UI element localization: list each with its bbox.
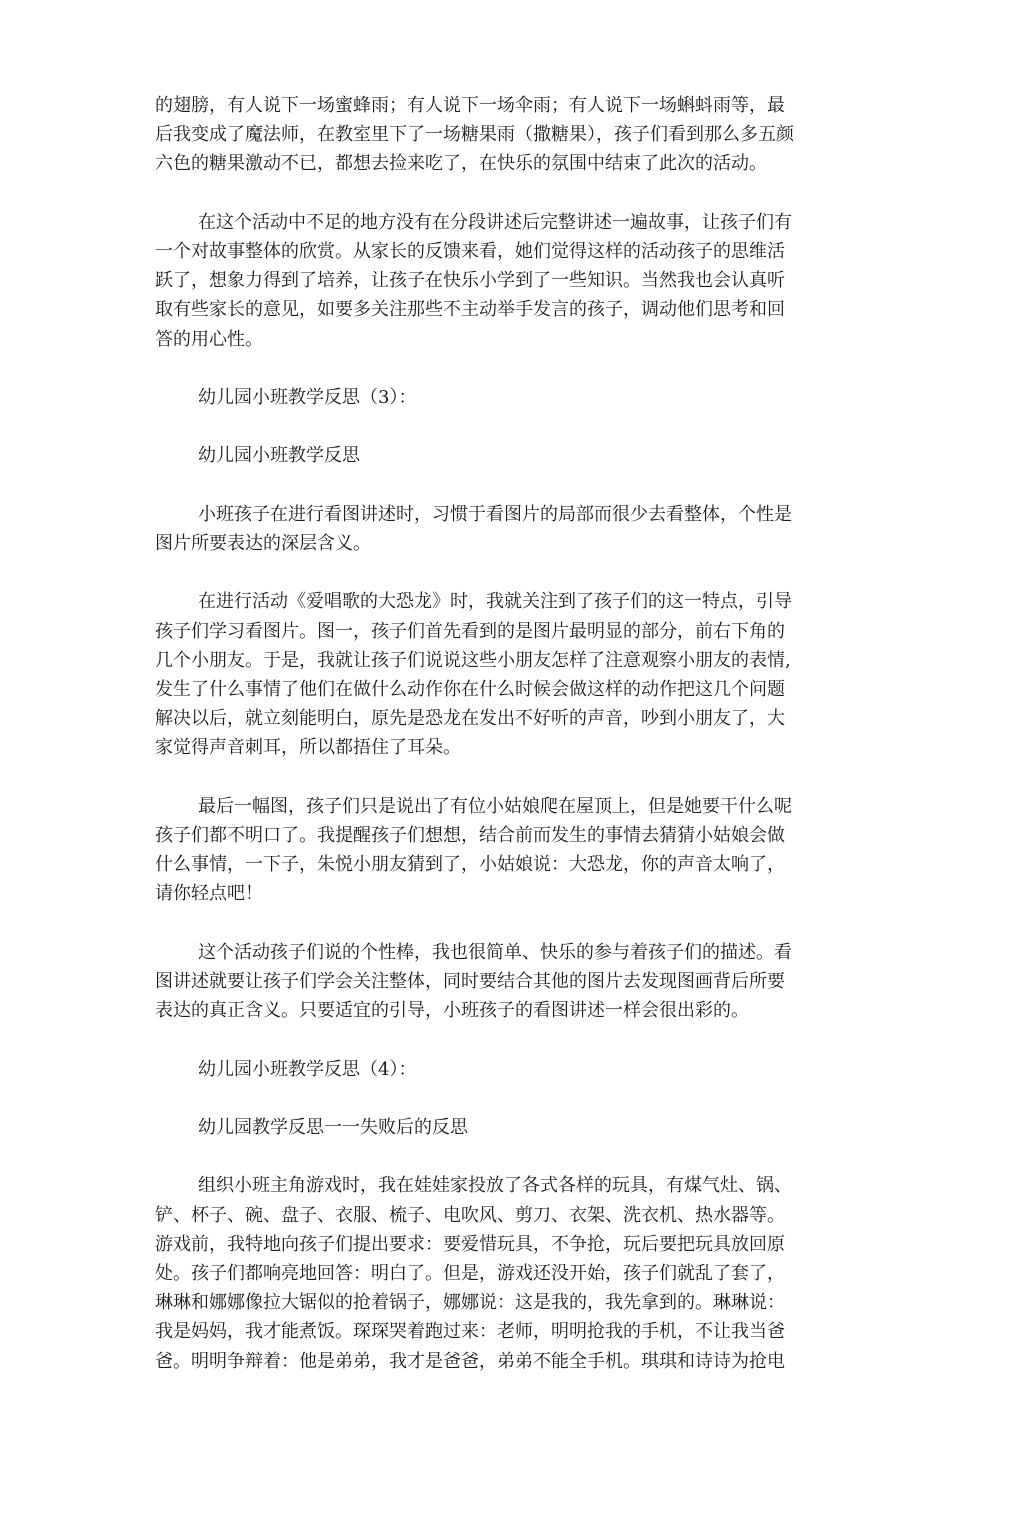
paragraph-picture-narration: 小班孩子在进行看图讲述时，习惯于看图片的局部而很少去看整体，个性是 图片所要表达的深层含义。 <box>155 503 792 554</box>
paragraph-reflection-shortcomings: 在这个活动中不足的地方没有在分段讲述后完整讲述一遍故事，让孩子们有 一个对故事整体的欣赏。从家长的反馈来看，她们觉得这样的活动孩子的思维活 跃了，想象力得到了培养，让孩子在快乐小学到了一些知识。当然我也会认真听 取有些家长的意见，如要多关注那些不主动举手发言的孩子，调动他们思考和回 答的用心性。 <box>155 211 792 350</box>
paragraph-activity-summary: 这个活动孩子们说的个性棒，我也很简单、快乐的参与着孩子们的描述。看 图讲述就要让孩子们学会关注整体，同时要结合其他的图片去发现图画背后所要 表达的真正含义。只要适宜的引导，小班孩子的看图讲述一样会很出彩的。 <box>155 941 792 1022</box>
paragraph-continuation: 的翅膀，有人说下一场蜜蜂雨；有人说下一场伞雨；有人说下一场蝌蚪雨等，最 后我变成了魔法师，在教室里下了一场糖果雨（撒糖果），孩子们看到那么多五颜 六色的糖果激动不已，都想去捡来吃了，在快乐的氛围中结束了此次的活动。 <box>155 95 794 175</box>
section-heading-3: 幼儿园小班教学反思（3）： <box>198 387 417 408</box>
section-heading-4: 幼儿园小班教学反思（4）： <box>198 1058 417 1080</box>
paragraph-role-play-game: 组织小班主角游戏时，我在娃娃家投放了各式各样的玩具，有煤气灶、锅、 铲、杯子、碗、盘子、衣服、梳子、电吹风、剪刀、衣架、洗衣机、热水器等。 游戏前，我特地向孩子们提出要求：要爱惜玩具，不争抢，玩后要把玩具放回原 处。孩子们都响亮地回答：明白了。但是，游戏还没开始，孩子们就乱了套了， 琳琳和娜娜像拉大锯似的抢着锅子，娜娜说：这是我的，我先拿到的。琳琳说： 我是妈妈，我才能煮饭。琛琛哭着跑过来：老师，明明抢我的手机，不让我当爸 爸。明明争辩着：他是弟弟，我才是爸爸，弟弟不能全手机。琪琪和诗诗为抢电 <box>155 1175 792 1372</box>
paragraph-dinosaur-activity: 在进行活动《爱唱歌的大恐龙》时，我就关注到了孩子们的这一特点，引导 孩子们学习看图片。图一，孩子们首先看到的是图片最明显的部分，前右下角的 几个小朋友。于是，我就让孩子们说说这些小朋友怎样了注意观察小朋友的表情, 发生了什么事情了他们在做什么动作你在什么时候会做这样的动作把这几个问题 解决以后，就立刻能明白，原先是恐龙在发出不好听的声音，吵到小朋友了，大 家觉得声音刺耳，所以都捂住了耳朵。 <box>155 591 792 759</box>
document-page <box>155 91 855 1405</box>
section-subheading-4: 幼儿园教学反思一一失败后的反思 <box>198 1116 468 1138</box>
section-subheading-3: 幼儿园小班教学反思 <box>198 445 360 467</box>
paragraph-last-picture: 最后一幅图，孩子们只是说出了有位小姑娘爬在屋顶上，但是她要干什么呢 孩子们都不明口了。我提醒孩子们想想，结合前而发生的事情去猜猜小姑娘会做 什么事情，一下子，朱悦小朋友猜到了，小姑娘说：大恐龙，你的声音太响了， 请你轻点吧！ <box>155 795 792 905</box>
